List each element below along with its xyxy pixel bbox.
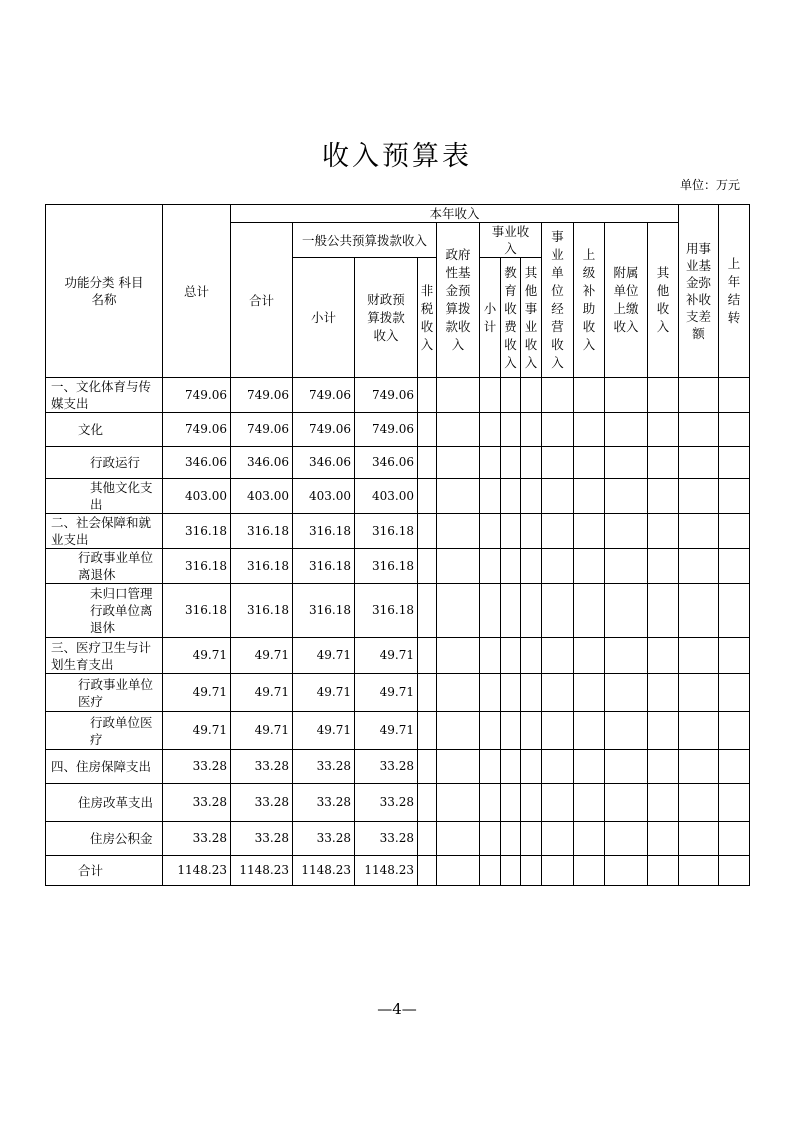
empty-cell [521, 413, 542, 447]
empty-cell [437, 712, 480, 750]
table-row [46, 378, 750, 413]
empty-cell [542, 856, 574, 886]
empty-cell [437, 378, 480, 413]
cell-total: 316.18 [163, 584, 231, 638]
cell-sum: 749.06 [231, 378, 293, 413]
empty-cell [648, 750, 679, 784]
empty-cell [679, 784, 719, 822]
cell-gb-fiscal: 749.06 [355, 413, 418, 447]
empty-cell [679, 674, 719, 712]
cell-total: 33.28 [163, 822, 231, 856]
empty-cell [605, 712, 648, 750]
empty-cell [648, 856, 679, 886]
empty-cell [679, 750, 719, 784]
empty-cell [418, 784, 437, 822]
empty-cell [679, 549, 719, 584]
row-name: 行政事业单位医疗 [46, 674, 163, 712]
empty-cell [574, 378, 605, 413]
empty-cell [719, 378, 750, 413]
cell-gb-sub: 49.71 [293, 712, 355, 750]
header-subtotal-all: 合计 [231, 223, 293, 378]
cell-total: 749.06 [163, 413, 231, 447]
empty-cell [501, 447, 521, 479]
empty-cell [521, 378, 542, 413]
empty-cell [719, 822, 750, 856]
cell-gb-sub: 33.28 [293, 784, 355, 822]
empty-cell [542, 413, 574, 447]
cell-total: 346.06 [163, 447, 231, 479]
empty-cell [542, 712, 574, 750]
empty-cell [501, 584, 521, 638]
empty-cell [719, 413, 750, 447]
table-row [46, 584, 750, 638]
cell-sum: 403.00 [231, 479, 293, 514]
empty-cell [437, 784, 480, 822]
cell-gb-sub: 33.28 [293, 750, 355, 784]
empty-cell [574, 514, 605, 549]
empty-cell [501, 712, 521, 750]
page-number: —4— [377, 1000, 417, 1018]
header-other: 其他收入 [648, 223, 679, 378]
empty-cell [437, 479, 480, 514]
empty-cell [719, 479, 750, 514]
header-gov-fund: 政府性基金预算拨款收入 [437, 223, 480, 378]
empty-cell [418, 750, 437, 784]
empty-cell [521, 447, 542, 479]
empty-cell [679, 413, 719, 447]
cell-sum: 1148.23 [231, 856, 293, 886]
row-name: 住房公积金 [46, 822, 163, 856]
empty-cell [574, 447, 605, 479]
cell-gb-fiscal: 33.28 [355, 784, 418, 822]
empty-cell [501, 638, 521, 674]
empty-cell [648, 479, 679, 514]
empty-cell [418, 479, 437, 514]
empty-cell [521, 479, 542, 514]
table-row [46, 750, 750, 784]
empty-cell [437, 514, 480, 549]
header-unit-ops: 事业单位经营收入 [542, 223, 574, 378]
empty-cell [521, 584, 542, 638]
empty-cell [648, 784, 679, 822]
empty-cell [679, 378, 719, 413]
empty-cell [605, 856, 648, 886]
empty-cell [605, 447, 648, 479]
cell-gb-fiscal: 1148.23 [355, 856, 418, 886]
empty-cell [437, 674, 480, 712]
empty-cell [480, 822, 501, 856]
empty-cell [480, 514, 501, 549]
row-name: 三、医疗卫生与计划生育支出 [46, 638, 163, 674]
cell-total: 316.18 [163, 514, 231, 549]
cell-gb-sub: 316.18 [293, 584, 355, 638]
empty-cell [719, 447, 750, 479]
cell-gb-sub: 403.00 [293, 479, 355, 514]
empty-cell [501, 514, 521, 549]
cell-total: 49.71 [163, 674, 231, 712]
empty-cell [574, 856, 605, 886]
empty-cell [437, 856, 480, 886]
empty-cell [437, 447, 480, 479]
empty-cell [521, 674, 542, 712]
header-func: 功能分类 科目名称 [46, 205, 163, 378]
cell-gb-sub: 33.28 [293, 822, 355, 856]
empty-cell [418, 514, 437, 549]
empty-cell [574, 413, 605, 447]
empty-cell [480, 856, 501, 886]
header-ci-other: 其他事业收入 [521, 258, 542, 378]
empty-cell [574, 638, 605, 674]
empty-cell [648, 638, 679, 674]
empty-cell [679, 514, 719, 549]
empty-cell [480, 784, 501, 822]
header-ci-subtotal: 小计 [480, 258, 501, 378]
empty-cell [605, 378, 648, 413]
cell-sum: 316.18 [231, 584, 293, 638]
empty-cell [574, 674, 605, 712]
row-name: 合计 [46, 856, 163, 886]
empty-cell [719, 856, 750, 886]
empty-cell [521, 514, 542, 549]
empty-cell [574, 822, 605, 856]
income-budget-table [45, 204, 750, 886]
header-general-budget: 一般公共预算拨款收入 [293, 223, 437, 258]
cell-gb-fiscal: 33.28 [355, 822, 418, 856]
cell-total: 33.28 [163, 784, 231, 822]
empty-cell [480, 638, 501, 674]
empty-cell [480, 750, 501, 784]
empty-cell [480, 378, 501, 413]
empty-cell [501, 750, 521, 784]
row-name: 未归口管理行政单位离退休 [46, 584, 163, 638]
empty-cell [542, 584, 574, 638]
empty-cell [719, 514, 750, 549]
row-name: 文化 [46, 413, 163, 447]
empty-cell [521, 549, 542, 584]
empty-cell [605, 514, 648, 549]
cell-total: 749.06 [163, 378, 231, 413]
empty-cell [501, 413, 521, 447]
empty-cell [648, 378, 679, 413]
unit-label: 单位：万元 [679, 178, 740, 192]
empty-cell [437, 750, 480, 784]
table-row [46, 822, 750, 856]
table-row [46, 784, 750, 822]
empty-cell [648, 549, 679, 584]
cell-sum: 33.28 [231, 750, 293, 784]
empty-cell [480, 584, 501, 638]
empty-cell [605, 638, 648, 674]
cell-gb-fiscal: 749.06 [355, 378, 418, 413]
cell-total: 403.00 [163, 479, 231, 514]
table-row [46, 413, 750, 447]
empty-cell [574, 784, 605, 822]
empty-cell [437, 584, 480, 638]
empty-cell [605, 784, 648, 822]
cell-total: 49.71 [163, 638, 231, 674]
empty-cell [521, 750, 542, 784]
empty-cell [418, 674, 437, 712]
empty-cell [418, 822, 437, 856]
empty-cell [542, 822, 574, 856]
empty-cell [679, 479, 719, 514]
empty-cell [605, 479, 648, 514]
header-carryover: 上年结转 [719, 205, 750, 378]
page-title: 收入预算表 [322, 141, 472, 172]
cell-gb-fiscal: 403.00 [355, 479, 418, 514]
empty-cell [418, 712, 437, 750]
cell-total: 33.28 [163, 750, 231, 784]
cell-gb-sub: 1148.23 [293, 856, 355, 886]
cell-gb-fiscal: 316.18 [355, 584, 418, 638]
empty-cell [648, 584, 679, 638]
cell-gb-fiscal: 49.71 [355, 638, 418, 674]
empty-cell [480, 712, 501, 750]
empty-cell [542, 479, 574, 514]
row-name: 其他文化支出 [46, 479, 163, 514]
empty-cell [542, 514, 574, 549]
row-name: 行政单位医疗 [46, 712, 163, 750]
cell-gb-fiscal: 316.18 [355, 514, 418, 549]
cell-sum: 316.18 [231, 549, 293, 584]
cell-sum: 749.06 [231, 413, 293, 447]
header-total: 总计 [163, 205, 231, 378]
table-row [46, 712, 750, 750]
cell-gb-fiscal: 316.18 [355, 549, 418, 584]
empty-cell [480, 674, 501, 712]
cell-gb-sub: 316.18 [293, 514, 355, 549]
empty-cell [605, 413, 648, 447]
empty-cell [648, 447, 679, 479]
empty-cell [437, 413, 480, 447]
empty-cell [501, 822, 521, 856]
empty-cell [719, 784, 750, 822]
empty-cell [648, 822, 679, 856]
empty-cell [501, 856, 521, 886]
empty-cell [679, 856, 719, 886]
empty-cell [418, 638, 437, 674]
empty-cell [521, 822, 542, 856]
row-name: 一、文化体育与传媒支出 [46, 378, 163, 413]
empty-cell [480, 413, 501, 447]
empty-cell [648, 514, 679, 549]
empty-cell [719, 584, 750, 638]
empty-cell [542, 549, 574, 584]
empty-cell [574, 549, 605, 584]
header-affiliate: 附属单位上缴收入 [605, 223, 648, 378]
empty-cell [574, 584, 605, 638]
empty-cell [418, 549, 437, 584]
table-row [46, 447, 750, 479]
empty-cell [574, 712, 605, 750]
empty-cell [605, 750, 648, 784]
empty-cell [648, 712, 679, 750]
header-subsidy: 上级补助收入 [574, 223, 605, 378]
empty-cell [542, 447, 574, 479]
table-row [46, 674, 750, 712]
cell-gb-sub: 49.71 [293, 638, 355, 674]
empty-cell [501, 674, 521, 712]
empty-cell [418, 584, 437, 638]
table-row [46, 856, 750, 886]
cell-gb-sub: 346.06 [293, 447, 355, 479]
empty-cell [719, 674, 750, 712]
header-fund-fill: 用事业基金弥补收支差额 [679, 205, 719, 378]
table-row [46, 514, 750, 549]
empty-cell [418, 447, 437, 479]
empty-cell [605, 674, 648, 712]
empty-cell [501, 784, 521, 822]
cell-gb-fiscal: 33.28 [355, 750, 418, 784]
cell-total: 49.71 [163, 712, 231, 750]
empty-cell [679, 822, 719, 856]
row-name: 二、社会保障和就业支出 [46, 514, 163, 549]
empty-cell [521, 638, 542, 674]
cell-sum: 49.71 [231, 674, 293, 712]
table-row [46, 549, 750, 584]
empty-cell [542, 378, 574, 413]
empty-cell [719, 712, 750, 750]
empty-cell [605, 549, 648, 584]
empty-cell [437, 822, 480, 856]
empty-cell [521, 712, 542, 750]
empty-cell [542, 784, 574, 822]
empty-cell [418, 378, 437, 413]
cell-gb-fiscal: 49.71 [355, 712, 418, 750]
header-ci-edu: 教育收费收入 [501, 258, 521, 378]
empty-cell [648, 674, 679, 712]
table-row [46, 638, 750, 674]
cell-total: 1148.23 [163, 856, 231, 886]
cell-sum: 49.71 [231, 638, 293, 674]
empty-cell [719, 638, 750, 674]
cell-gb-sub: 749.06 [293, 378, 355, 413]
header-gb-nontax: 非税收入 [418, 258, 437, 378]
empty-cell [679, 638, 719, 674]
empty-cell [542, 674, 574, 712]
cell-gb-fiscal: 346.06 [355, 447, 418, 479]
empty-cell [648, 413, 679, 447]
empty-cell [719, 750, 750, 784]
cell-gb-fiscal: 49.71 [355, 674, 418, 712]
empty-cell [679, 712, 719, 750]
empty-cell [501, 479, 521, 514]
cell-sum: 33.28 [231, 784, 293, 822]
header-career-income: 事业收入 [480, 223, 542, 258]
empty-cell [437, 549, 480, 584]
table-row [46, 479, 750, 514]
row-name: 行政运行 [46, 447, 163, 479]
cell-gb-sub: 316.18 [293, 549, 355, 584]
cell-sum: 346.06 [231, 447, 293, 479]
empty-cell [501, 378, 521, 413]
empty-cell [605, 822, 648, 856]
cell-total: 316.18 [163, 549, 231, 584]
empty-cell [521, 856, 542, 886]
empty-cell [480, 479, 501, 514]
empty-cell [480, 447, 501, 479]
cell-sum: 49.71 [231, 712, 293, 750]
cell-gb-sub: 749.06 [293, 413, 355, 447]
empty-cell [521, 784, 542, 822]
empty-cell [418, 413, 437, 447]
empty-cell [574, 750, 605, 784]
empty-cell [418, 856, 437, 886]
header-gb-fiscal: 财政预算拨款收入 [355, 258, 418, 378]
row-name: 四、住房保障支出 [46, 750, 163, 784]
empty-cell [501, 549, 521, 584]
empty-cell [480, 549, 501, 584]
empty-cell [437, 638, 480, 674]
row-name: 行政事业单位离退休 [46, 549, 163, 584]
header-current-year: 本年收入 [231, 205, 679, 223]
empty-cell [542, 750, 574, 784]
empty-cell [574, 479, 605, 514]
empty-cell [719, 549, 750, 584]
row-name: 住房改革支出 [46, 784, 163, 822]
cell-gb-sub: 49.71 [293, 674, 355, 712]
header-gb-subtotal: 小计 [293, 258, 355, 378]
cell-sum: 33.28 [231, 822, 293, 856]
cell-sum: 316.18 [231, 514, 293, 549]
empty-cell [679, 584, 719, 638]
empty-cell [542, 638, 574, 674]
empty-cell [679, 447, 719, 479]
empty-cell [605, 584, 648, 638]
